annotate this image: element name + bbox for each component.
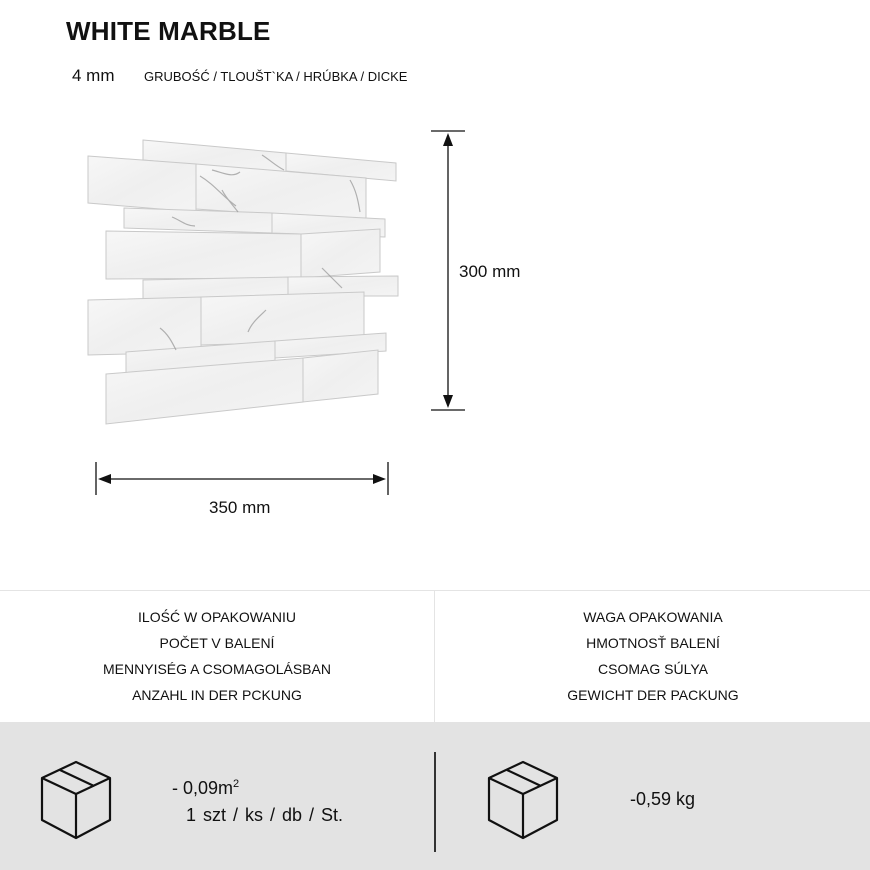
weight-label-pl: WAGA OPAKOWANIA	[583, 609, 723, 625]
package-weight-value: -0,59 kg	[630, 789, 696, 809]
width-dimension	[96, 462, 388, 495]
column-divider	[434, 591, 435, 722]
package-area-value	[172, 778, 239, 799]
quantity-label-pl: ILOŚĆ W OPAKOWANIU	[138, 609, 296, 625]
quantity-label-hu: MENNYISÉG A CSOMAGOLÁSBAN	[103, 661, 331, 677]
thickness-label: GRUBOŚĆ / TLOUŠT`KA / HRÚBKA / DICKE	[144, 69, 408, 84]
width-label: 350 mm	[209, 498, 271, 517]
package-count-value: 1 szt / ks / db / St.	[186, 805, 344, 825]
thickness-value: 4 mm	[72, 66, 115, 85]
area-unit-superscript: 2	[233, 778, 240, 790]
weight-label-de: GEWICHT DER PACKUNG	[567, 687, 739, 703]
area-value-text: - 0,09m	[172, 778, 234, 798]
quantity-label-de: ANZAHL IN DER PCKUNG	[132, 687, 302, 703]
box-icon	[487, 760, 559, 842]
product-title: WHITE MARBLE	[66, 16, 271, 46]
weight-label-cz: HMOTNOSŤ BALENÍ	[586, 635, 720, 651]
weight-label-hu: CSOMAG SÚLYA	[598, 661, 708, 677]
box-icon	[40, 760, 112, 842]
quantity-label-cz: POČET V BALENÍ	[159, 635, 275, 651]
weight-labels	[436, 604, 870, 708]
values-divider	[434, 752, 436, 852]
height-label: 300 mm	[459, 262, 521, 281]
section-divider	[0, 590, 870, 591]
quantity-labels	[0, 604, 434, 708]
